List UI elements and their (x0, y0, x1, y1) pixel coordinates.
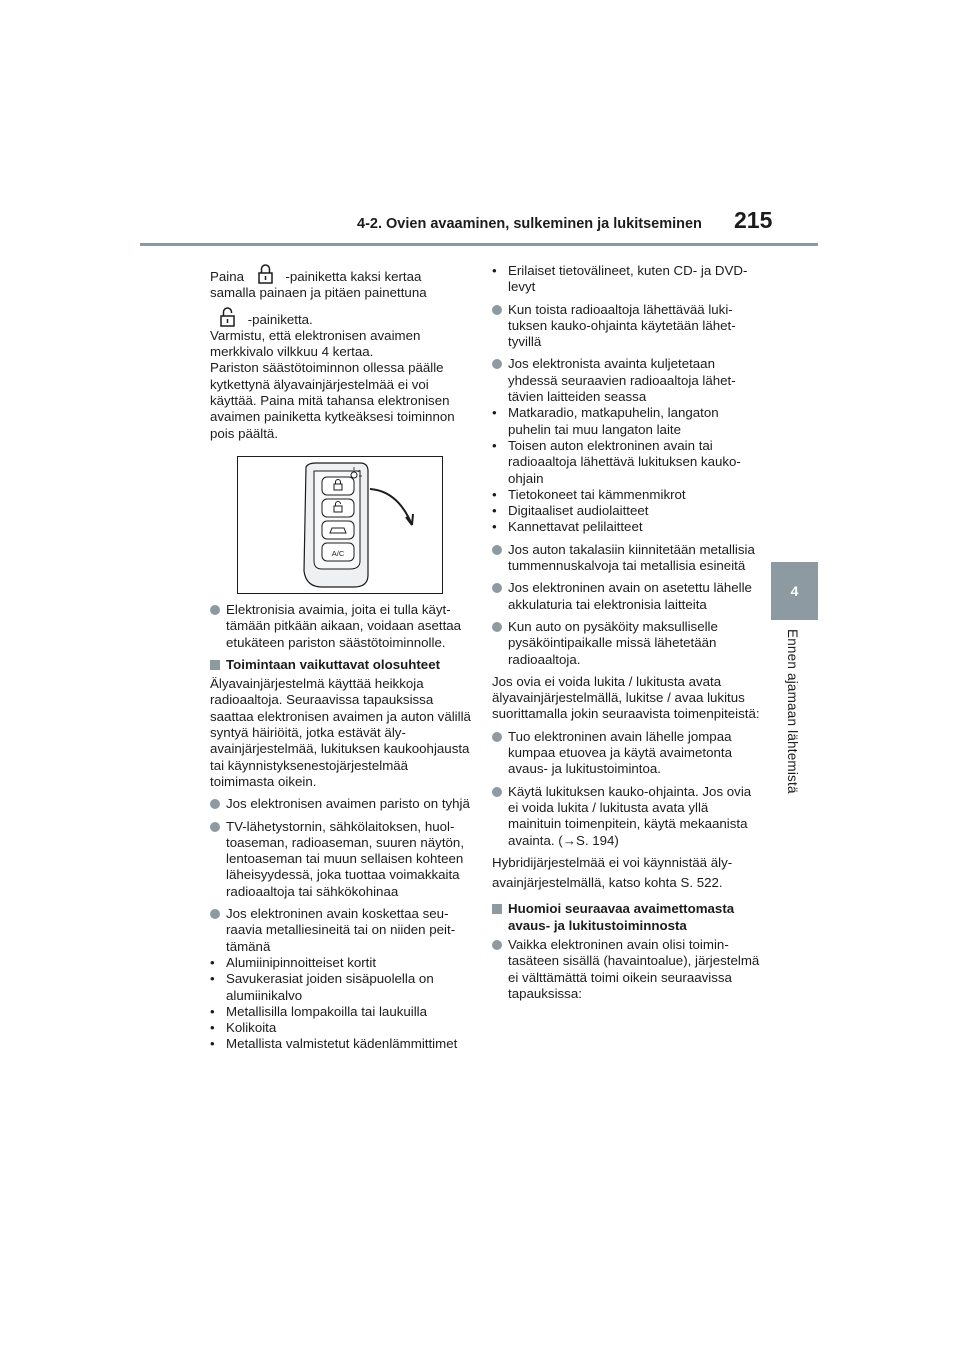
list-item: TV-lähetystornin, sähkölaitoksen, huoltoaseman, radioaseman, suuren näytön, lentoaseman tai muun sellaisen kohteen läheisyydessä, joka tuottaa voimakkaita radioaaltoja tai sähkökohinaa (210, 819, 472, 900)
battery-saver-paragraph: Pariston säästötoiminnon ollessa päälle kytkettynä älyavainjärjestelmää ei voi käyttää. Paina mitä tahansa elektronisen avaimen painiketta kytkeäksesi toiminnon pois päältä. (210, 360, 455, 441)
heading-square-icon (210, 660, 220, 670)
lock-failure-paragraph: Jos ovia ei voida lukita / lukitusta avata älyavainjärjestelmällä, lukitse / avaa lukitus suorittamalla jokin seuraavista toimenpiteistä: (492, 673, 760, 722)
list-item: • Digitaaliset audiolaitteet (492, 503, 649, 519)
bullet-dot-icon (492, 359, 502, 369)
header-rule (140, 243, 818, 246)
bullet-dot-icon (492, 622, 502, 632)
list-item: Tuo elektroninen avain lähelle jompaa kumpaa etuovea ja käytä avaimetonta avaus- ja lukitustoimintoa. (492, 729, 760, 778)
list-item: Jos elektronista avainta kuljetetaan yhdessä seuraavien radioaaltoja lähettävien laitteiden seassa (492, 356, 760, 405)
section-header-title: 4-2. Ovien avaaminen, sulkeminen ja lukitseminen (357, 216, 702, 232)
list-item: • Kannettavat pelilaitteet (492, 519, 643, 535)
hybrid-line-1: Hybridijärjestelmää ei voi käynnistää äly- (492, 854, 733, 870)
list-item: • Tietokoneet tai kämmenmikrot (492, 486, 686, 502)
svg-text:A/C: A/C (331, 548, 345, 558)
unlock-icon (210, 306, 244, 326)
list-item: Jos auton takalasiin kiinnitetään metallisia tummennuskalvoja tai metallisia esineitä (492, 542, 760, 575)
media-items-list (492, 263, 760, 296)
device-items-list (492, 405, 760, 535)
intro-text-start: Paina (210, 269, 245, 284)
list-item: • Alumiinipinnoitteiset kortit (210, 954, 377, 970)
list-item: • Kolikoita (210, 1020, 277, 1036)
bullet-dot-icon (492, 787, 502, 797)
list-item: • Toisen auton elektroninen avain tai radioaaltoja lähettävä lukituksen kauko-ohjain (492, 437, 741, 486)
list-item: • Savukerasiat joiden sisäpuolella on alumiinikalvo (210, 971, 434, 1003)
bullet-dot-icon (492, 583, 502, 593)
intro-text-end: -painiketta kaksi kertaa (285, 269, 422, 284)
intro-line-3 (210, 306, 472, 328)
bullet-dot-icon (492, 732, 502, 742)
intro-paragraph: Varmistu, että elektronisen avaimen merkkivalo vilkkuu 4 kertaa. (210, 327, 421, 360)
bullet-dot-icon (492, 545, 502, 555)
list-item: • Metallisilla lompakoilla tai laukuilla (210, 1003, 428, 1019)
chapter-title: Ennen ajamaan lähtemistä (785, 629, 800, 794)
page-number: 215 (734, 207, 773, 233)
list-item: • Erilaiset tietovälineet, kuten CD- ja DVD-levyt (492, 263, 748, 295)
bullet-dot-icon (210, 605, 220, 615)
section-heading-keyless: Huomioi seuraavaa avaimettomasta avaus- ja lukitustoiminnosta (492, 901, 760, 934)
list-item: Kun toista radioaaltoja lähettävää lukituksen kauko-ohjainta käytetään lähettyvillä (492, 302, 760, 351)
chapter-tab[interactable]: 4 (771, 562, 818, 620)
right-column (492, 263, 760, 1008)
smart-key-figure (237, 456, 443, 594)
bullet-dot-icon (492, 305, 502, 315)
bullet-dot-icon (210, 822, 220, 832)
left-column (210, 263, 472, 1059)
intro-line-2: samalla painaen ja pitäen painettuna (210, 285, 427, 301)
list-item: Jos elektroninen avain koskettaa seuraavia metalliesineitä tai on niiden peittämänä (210, 906, 472, 955)
smart-key-remote-icon (238, 457, 442, 593)
list-item: Vaikka elektroninen avain olisi toimintasäteen sisällä (havaintoalue), järjestelmä ei välttämättä toimi oikein seuraavissa tapauksissa: (492, 937, 760, 1002)
intro-line-1 (210, 263, 472, 285)
list-item: Käytä lukituksen kauko-ohjainta. Jos ovia ei voida lukita / lukitusta avata yllä mainituin toimenpitein, käytä mekaanista avainta. (→S. 194) (492, 784, 760, 849)
bullet-dot-icon (210, 799, 220, 809)
bullet-battery-saver: Elektronisia avaimia, joita ei tulla käyttämään pitkään aikaan, voidaan asettaa etukäteen pariston säästötoiminnolle. (210, 602, 472, 651)
section-heading-conditions: Toimintaan vaikuttavat olosuhteet (210, 657, 472, 673)
list-item: Jos elektronisen avaimen paristo on tyhjä (210, 796, 472, 812)
intro-line-3-text: -painiketta. (247, 311, 313, 327)
lock-icon (248, 263, 282, 283)
heading-square-icon (492, 904, 502, 914)
hybrid-line-2: avainjärjestelmällä, katso kohta S. 522. (492, 875, 723, 891)
bullet-dot-icon (210, 909, 220, 919)
bullet-dot-icon (492, 940, 502, 950)
list-item: • Metallista valmistetut kädenlämmittimet (210, 1036, 458, 1052)
list-item: Jos elektroninen avain on asetettu lähelle akkulaturia tai elektronisia laitteita (492, 580, 760, 613)
metal-items-list (210, 955, 472, 1053)
list-item: • Matkaradio, matkapuhelin, langaton puhelin tai muu langaton laite (492, 405, 719, 437)
conditions-paragraph: Älyavainjärjestelmä käyttää heikkoja radioaaltoja. Seuraavissa tapauksissa saattaa elektronisen avaimen ja auton välillä syntyä häiriöitä, jotka estävät älyavainjärjestelmää, lukituksen kaukoohjausta tai käynnistyksenestojärjestelmää toimimasta oikein. (210, 676, 471, 789)
list-item: Kun auto on pysäköity maksulliselle pysäköintipaikalle missä lähetetään radioaaltoja. (492, 619, 760, 668)
